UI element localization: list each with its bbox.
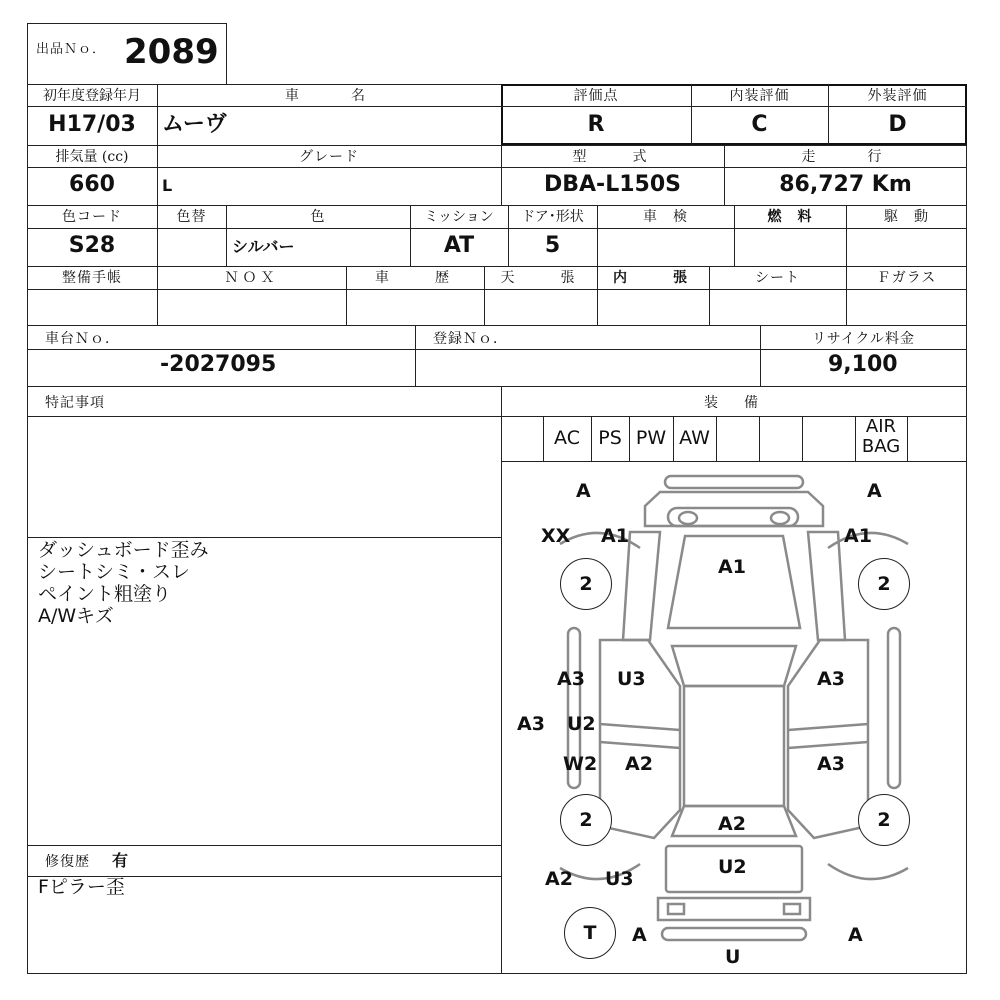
interior-score-label: 内装評価 — [729, 88, 790, 104]
tyre-rear-right: 2 — [858, 794, 910, 846]
maintenance-book-label: 整備手帳 — [62, 270, 122, 286]
damage-left-step-u: U2 — [567, 713, 596, 735]
fuel-label: 燃 料 — [767, 209, 813, 225]
first-registration-label: 初年度登録年月 — [43, 88, 141, 104]
repair-history-value: 有 — [112, 851, 129, 870]
equipment-airbag: AIR BAG — [861, 416, 901, 457]
equipment-ac: AC — [554, 427, 580, 449]
exterior-score-label: 外装評価 — [867, 88, 928, 104]
recycle-fee-value: 9,100 — [828, 352, 898, 377]
recycle-fee-label: リサイクル料金 — [811, 331, 916, 347]
displacement-label: 排気量 (cc) — [55, 149, 129, 165]
door-shape-value: 5 — [544, 233, 561, 258]
damage-left-rear-door-a: A2 — [625, 753, 653, 775]
grade-label: グレード — [299, 149, 359, 165]
damage-left-quarter-u: U3 — [605, 868, 634, 890]
transmission-value: AT — [443, 233, 475, 258]
transmission-label: ミッション — [424, 209, 494, 225]
seat-label: シート — [755, 270, 800, 286]
damage-left-front-door-a: A3 — [557, 668, 585, 690]
damage-rear-left: A — [632, 924, 647, 946]
car-name-label: 車 名 — [285, 88, 373, 104]
equipment-label: 装 備 — [704, 395, 764, 411]
exterior-score-value: D — [888, 112, 907, 137]
drive-label: 駆 動 — [884, 209, 929, 225]
color-code-label: 色コード — [62, 209, 122, 225]
damage-rear-bumper: U — [725, 946, 741, 968]
damage-back-door: U2 — [718, 856, 747, 878]
chassis-no-label: 車台Ｎｏ． — [45, 331, 120, 347]
lot-label: 出品Ｎｏ． — [36, 42, 107, 57]
damage-right-front-door: A3 — [817, 668, 845, 690]
remarks-text: ダッシュボード歪み シートシミ・スレ ペイント粗塗り A/Wキズ — [38, 539, 209, 627]
car-name-value: ムーヴ — [162, 112, 227, 137]
damage-left-front-door-u: U3 — [617, 668, 646, 690]
damage-front-left-corner: XX — [541, 525, 571, 547]
f-glass-label: Ｆガラス — [876, 270, 937, 286]
score-value: R — [587, 112, 605, 137]
damage-front-right-fender: A1 — [844, 525, 872, 547]
damage-hood: A1 — [718, 556, 746, 578]
repair-note: Fピラー歪 — [38, 876, 125, 898]
damage-left-rear-door-w: W2 — [563, 753, 598, 775]
color-code-value: S28 — [68, 233, 116, 258]
interior-score-value: C — [751, 112, 768, 137]
score-label: 評価点 — [573, 88, 619, 104]
door-shape-label: ドア･形状 — [521, 209, 584, 225]
equipment-pw: PW — [635, 427, 667, 449]
history-label: 車 歴 — [375, 270, 455, 286]
chassis-no-value: -2027095 — [160, 352, 277, 377]
damage-rear-right: A — [848, 924, 863, 946]
inspection-label: 車 検 — [643, 209, 688, 225]
damage-left-quarter-a: A2 — [545, 868, 573, 890]
roof-label: 天 張 — [500, 270, 581, 286]
damage-front-left: A — [576, 480, 591, 502]
first-registration-value: H17/03 — [48, 112, 136, 137]
damage-right-rear-door: A3 — [817, 753, 845, 775]
model-code-value: DBA-L150S — [544, 172, 681, 197]
nox-label: ＮＯＸ — [224, 270, 279, 286]
remarks-label: 特記事項 — [45, 395, 105, 411]
tyre-front-right: 2 — [858, 558, 910, 610]
equipment-aw: AW — [679, 427, 710, 449]
damage-rear-roof: A2 — [718, 813, 746, 835]
damage-left-step-a: A3 — [517, 713, 545, 735]
color-value: シルバー — [232, 237, 295, 256]
equipment-ps: PS — [598, 427, 622, 449]
lot-number: 2089 — [124, 32, 219, 72]
color-change-label: 色替 — [176, 209, 207, 225]
repair-history-label: 修復歴 — [45, 854, 90, 870]
damage-front-right: A — [867, 480, 882, 502]
model-code-label: 型 式 — [572, 149, 653, 165]
tyre-front-left: 2 — [560, 558, 612, 610]
damage-front-left-fender: A1 — [601, 525, 629, 547]
interior-label: 内 張 — [613, 270, 693, 286]
color-label: 色 — [310, 209, 326, 225]
registration-no-label: 登録Ｎｏ． — [433, 331, 508, 347]
tyre-rear-left: 2 — [560, 794, 612, 846]
mileage-label: 走 行 — [801, 149, 890, 165]
mileage-value: 86,727 Km — [779, 172, 912, 197]
grade-value: L — [162, 176, 173, 195]
displacement-value: 660 — [69, 172, 115, 197]
spare-tyre: T — [564, 907, 616, 959]
